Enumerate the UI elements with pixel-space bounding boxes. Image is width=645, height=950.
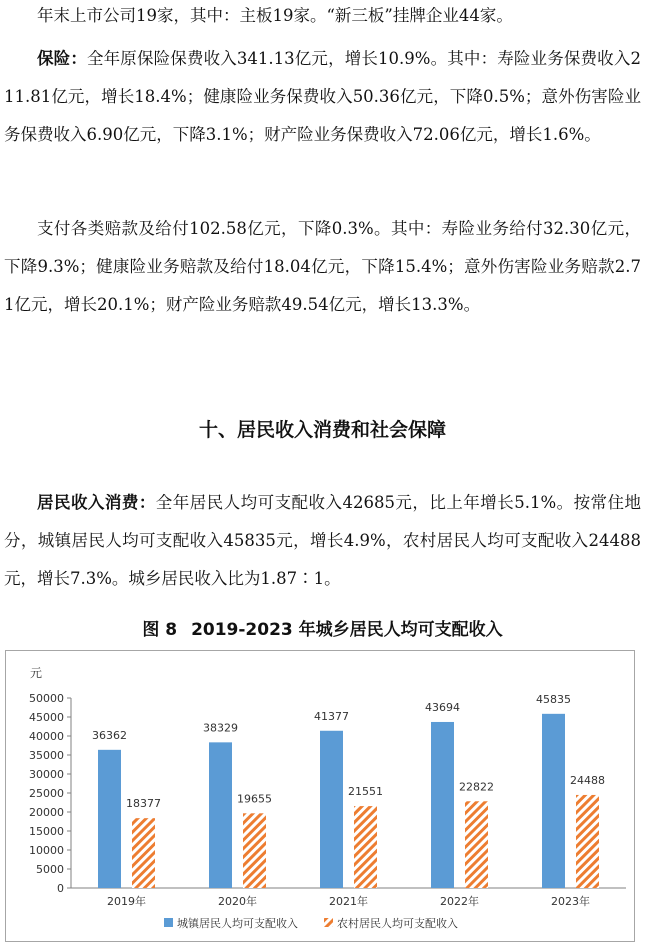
data-label-rural: 21551 [348, 785, 383, 799]
y-tick-label: 25000 [29, 787, 64, 800]
bar-rural [243, 813, 266, 888]
y-tick-label: 35000 [29, 749, 64, 762]
legend-swatch-urban [164, 918, 173, 927]
paragraph-lead-income: 居民收入消费： [37, 493, 156, 512]
y-tick-label: 5000 [36, 863, 64, 876]
data-label-rural: 22822 [459, 780, 494, 794]
bar-urban [209, 742, 232, 888]
paragraph-text: 全年原保险保费收入341.13亿元，增长10.9%。其中：寿险业务保费收入211.81亿元，增长18.4%；健康险业务保费收入50.36亿元，下降0.5%；意外伤害险业务保费收入6.90亿元，下降3.1%；财产险业务保费收入72.06亿元，增长1.6%。 [4, 49, 641, 144]
bar-rural [465, 801, 488, 888]
data-label-urban: 43694 [425, 700, 460, 714]
figure-number: 图 8 [142, 620, 178, 640]
income-bar-chart [6, 651, 634, 941]
y-tick-label: 50000 [29, 692, 64, 705]
data-label-urban: 41377 [314, 709, 349, 723]
paragraph-claims [4, 210, 641, 324]
legend-swatch-rural [324, 918, 333, 927]
bar-urban [320, 731, 343, 888]
paragraph-listed-companies [4, 0, 641, 35]
y-tick-label: 0 [57, 882, 64, 895]
bar-rural [132, 818, 155, 888]
x-tick-label: 2020年 [218, 895, 257, 908]
paragraph-insurance [4, 40, 641, 154]
paragraph-text: 全年居民人均可支配收入42685元，比上年增长5.1%。按常住地分，城镇居民人均可支配收入45835元，增长4.9%，农村居民人均可支配收入24488元，增长7.3%。城乡居民收入比为1.87∶1。 [4, 493, 641, 588]
legend-label-rural: 农村居民人均可支配收入 [337, 917, 458, 930]
section-title: 十、居民收入消费和社会保障 [198, 419, 446, 441]
bar-urban [542, 714, 565, 888]
figure-caption [0, 614, 645, 646]
bar-urban [98, 750, 121, 888]
paragraph-income [4, 484, 641, 598]
x-tick-label: 2021年 [329, 895, 368, 908]
bar-rural [576, 795, 599, 888]
x-tick-label: 2023年 [551, 895, 590, 908]
y-tick-label: 45000 [29, 711, 64, 724]
x-tick-label: 2022年 [440, 895, 479, 908]
legend-label-urban: 城镇居民人均可支配收入 [177, 917, 298, 930]
data-label-rural: 24488 [570, 773, 605, 787]
chart-frame [5, 650, 635, 942]
y-tick-label: 20000 [29, 806, 64, 819]
data-label-rural: 19655 [237, 792, 272, 806]
y-axis-label: 元 [29, 666, 43, 680]
y-tick-label: 15000 [29, 825, 64, 838]
data-label-urban: 36362 [92, 728, 127, 742]
paragraph-text: 支付各类赔款及给付102.58亿元，下降0.3%。其中：寿险业务给付32.30亿元，下降9.3%；健康险业务赔款及给付18.04亿元，下降15.4%；意外伤害险业务赔款2.71亿元，增长20.1%；财产险业务赔款49.54亿元，增长13.3%。 [4, 219, 641, 314]
data-label-rural: 18377 [126, 797, 161, 811]
bar-rural [354, 806, 377, 888]
x-tick-label: 2019年 [107, 895, 146, 908]
y-tick-label: 40000 [29, 730, 64, 743]
paragraph-text: 年末上市公司19家，其中：主板19家。“新三板”挂牌企业44家。 [37, 6, 513, 25]
data-label-urban: 45835 [536, 692, 571, 706]
y-tick-label: 30000 [29, 768, 64, 781]
figure-title: 2019-2023 年城乡居民人均可支配收入 [191, 620, 503, 640]
data-label-urban: 38329 [203, 721, 238, 735]
paragraph-lead-insurance: 保险： [37, 49, 87, 68]
y-tick-label: 10000 [29, 844, 64, 857]
bar-urban [431, 722, 454, 888]
